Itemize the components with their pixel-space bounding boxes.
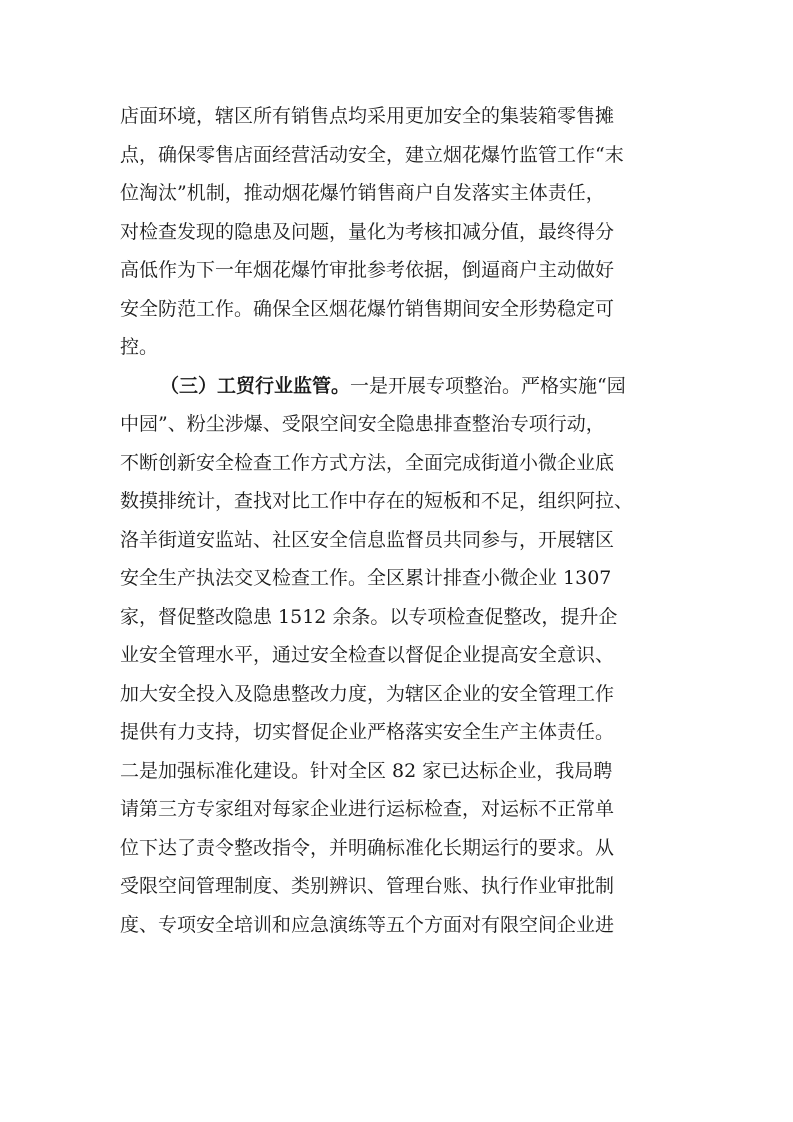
text-line: 安全防范工作。确保全区烟花爆竹销售期间安全形势稳定可 xyxy=(120,297,615,320)
text-line: 位下达了责令整改指令，并明确标准化长期运行的要求。从 xyxy=(120,836,615,859)
text-line: 请第三方专家组对每家企业进行运标检查，对运标不正常单 xyxy=(120,798,615,820)
section-first-line xyxy=(120,367,680,406)
text-line: 提供有力支持，切实督促企业严格落实安全生产主体责任。 xyxy=(120,721,615,743)
text-line: 控。 xyxy=(120,336,159,358)
text-line: 点，确保零售店面经营活动安全，建立烟花爆竹监管工作“末 xyxy=(120,143,624,166)
text-line: 家，督促整改隐患 1512 余条。以专项检查促整改，提升企 xyxy=(120,605,618,628)
text-line: 位淘汰”机制，推动烟花爆竹销售商户自发落实主体责任， xyxy=(120,182,605,204)
text-line: 受限空间管理制度、类别辨识、管理台账、执行作业审批制 xyxy=(120,875,615,897)
text-line: 二是加强标准化建设。针对全区 82 家已达标企业，我局聘 xyxy=(120,759,613,782)
section-first-line-text: 一是开展专项整治。严格实施“园 xyxy=(350,374,626,397)
text-line: 高低作为下一年烟花爆竹审批参考依据，倒逼商户主动做好 xyxy=(120,259,615,281)
body-text xyxy=(120,97,680,944)
text-line: 洛羊街道安监站、社区安全信息监督员共同参与，开展辖区 xyxy=(120,528,615,551)
text-line: 数摸排统计，查找对比工作中存在的短板和不足，组织阿拉、 xyxy=(120,490,634,512)
section-heading: （三）工贸行业监管。 xyxy=(160,374,351,397)
text-line: 业安全管理水平，通过安全检查以督促企业提高安全意识、 xyxy=(120,644,615,666)
text-line: 安全生产执法交叉检查工作。全区累计排查小微企业 1307 xyxy=(120,567,612,589)
text-line: 中园”、粉尘涉爆、受限空间安全隐患排查整治专项行动， xyxy=(120,413,605,435)
text-line: 不断创新安全检查工作方式方法，全面完成街道小微企业底 xyxy=(120,451,615,474)
text-line: 店面环境，辖区所有销售点均采用更加安全的集装箱零售摊 xyxy=(120,105,615,127)
text-line: 加大安全投入及隐患整改力度，为辖区企业的安全管理工作 xyxy=(120,682,615,705)
text-line: 对检查发现的隐患及问题，量化为考核扣减分值，最终得分 xyxy=(120,220,615,243)
text-line: 度、专项安全培训和应急演练等五个方面对有限空间企业进 xyxy=(120,913,615,936)
